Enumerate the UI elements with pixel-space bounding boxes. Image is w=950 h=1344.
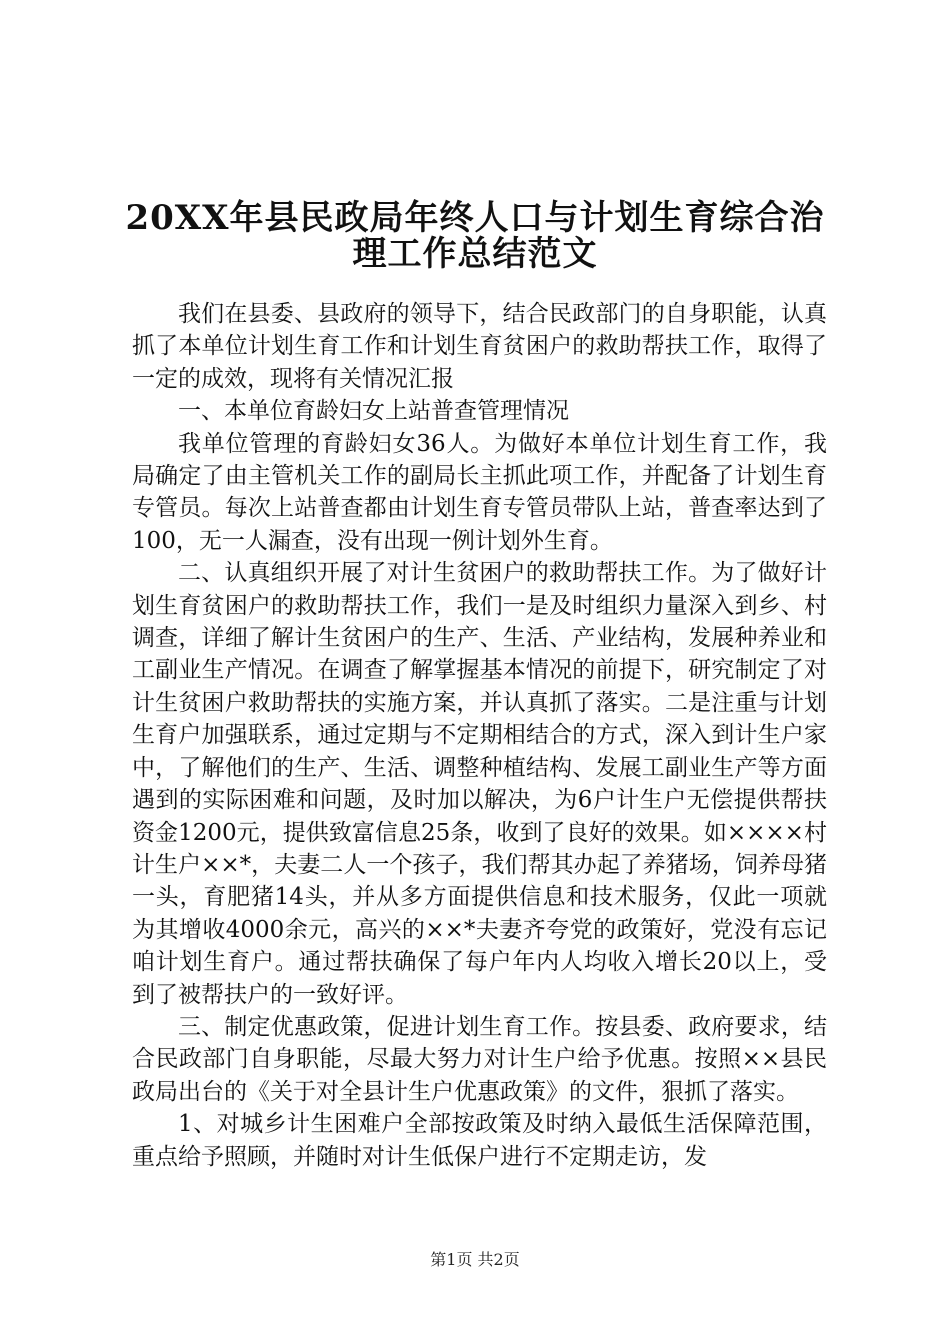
paragraph-section-3: 三、制定优惠政策，促进计划生育工作。按县委、政府要求，结合民政部门自身职能，尽最大努力对计生户给予优惠。按照××县民政局出台的《关于对全县计生户优惠政策》的文件，狠抓了落实。 bbox=[132, 1013, 827, 1105]
paragraph-section-1: 我单位管理的育龄妇女36人。为做好本单位计划生育工作，我局确定了由主管机关工作的副局长主抓此项工作，并配备了计划生育专管员。每次上站普查都由计划生育专管员带队上站，普查率达到了100，无一人漏查，没有出现一例计划外生育。 bbox=[132, 430, 827, 554]
document-title-line-1: 20XX年县民政局年终人口与计划生育综合治 bbox=[125, 198, 825, 238]
document-body bbox=[132, 298, 827, 1173]
paragraph-item-1: 1、对城乡计生困难户全部按政策及时纳入最低生活保障范围，重点给予照顾，并随时对计生低保户进行不定期走访，发 bbox=[132, 1111, 827, 1170]
paragraph-heading-1: 一、本单位育龄妇女上站普查管理情况 bbox=[178, 398, 569, 425]
paragraph-section-2: 二、认真组织开展了对计生贫困户的救助帮扶工作。为了做好计划生育贫困户的救助帮扶工作，我们一是及时组织力量深入到乡、村调查，详细了解计生贫困户的生产、生活、产业结构，发展种养业和工副业生产情况。在调查了解掌握基本情况的前提下，研究制定了对计生贫困户救助帮扶的实施方案，并认真抓了落实。二是注重与计划生育户加强联系，通过定期与不定期相结合的方式，深入到计生户家中，了解他们的生产、生活、调整种植结构、发展工副业生产等方面遇到的实际困难和问题，及时加以解决，为6户计生户无偿提供帮扶资金1200元，提供致富信息25条，收到了良好的效果。如××××村计生户××*，夫妻二人一个孩子，我们帮其办起了养猪场，饲养母猪一头，育肥猪14头，并从多方面提供信息和技术服务，仅此一项就为其增收4000余元，高兴的××*夫妻齐夸党的政策好，党没有忘记咱计划生育户。通过帮扶确保了每户年内人均收入增长20以上，受到了被帮扶户的一致好评。 bbox=[132, 560, 827, 1008]
paragraph-intro: 我们在县委、县政府的领导下，结合民政部门的自身职能，认真抓了本单位计划生育工作和计划生育贫困户的救助帮扶工作，取得了一定的成效，现将有关情况汇报 bbox=[132, 301, 827, 392]
document-title-line-2: 理工作总结范文 bbox=[352, 234, 598, 274]
page-footer: 第1页 共2页 bbox=[430, 1250, 520, 1269]
